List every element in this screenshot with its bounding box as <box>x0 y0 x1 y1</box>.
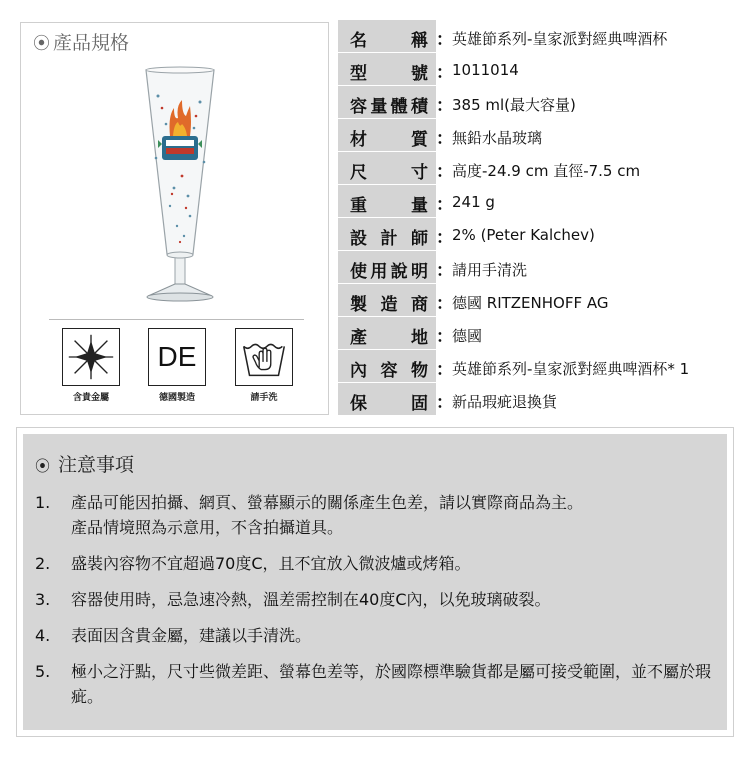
notice-item <box>35 587 715 612</box>
notice-box <box>23 434 727 730</box>
spec-value: 新品瑕疵退換貨 <box>452 393 558 411</box>
spec-row <box>338 218 750 251</box>
notice-item-number: 4. <box>35 626 51 645</box>
spec-label-cell <box>338 218 436 250</box>
spec-row <box>338 251 750 284</box>
spec-label-cell <box>338 350 436 382</box>
spec-table <box>338 20 750 416</box>
spec-colon: ： <box>436 393 453 413</box>
spec-colon: ： <box>436 327 453 347</box>
spec-label-cell <box>338 152 436 184</box>
notice-item-text: 極小之汙點，尺寸些微差距、螢幕色差等，於國際標準驗貨都是屬可接受範圍，並不屬於瑕疵。 <box>71 662 712 706</box>
spec-label: 型 號 <box>350 64 428 84</box>
notice-title-text: 注意事項 <box>58 454 135 476</box>
spec-row <box>338 350 750 383</box>
notice-item <box>35 659 715 709</box>
spec-row <box>338 185 750 218</box>
spec-value: 英雄節系列-皇家派對經典啤酒杯 <box>452 30 668 48</box>
spec-row <box>338 383 750 416</box>
spec-label: 重 量 <box>350 196 428 216</box>
spec-value: 英雄節系列-皇家派對經典啤酒杯* 1 <box>452 360 690 378</box>
spec-label: 產 地 <box>350 328 428 348</box>
spec-label: 名 稱 <box>350 31 428 51</box>
circle-dot-icon: ⦿ <box>35 457 51 475</box>
spec-label: 尺 寸 <box>350 163 428 183</box>
spec-label: 使 用 說 明 <box>350 262 428 282</box>
spec-label: 容 量 體 積 <box>350 97 428 117</box>
spec-colon: ： <box>436 162 453 182</box>
notice-item <box>35 623 715 648</box>
spec-value: 241 g <box>452 193 495 211</box>
notice-item-text: 盛裝內容物不宜超過70度C，且不宜放入微波爐或烤箱。 <box>71 554 471 573</box>
spec-value: 2% (Peter Kalchev) <box>452 226 595 244</box>
notice-item-number: 1. <box>35 493 51 512</box>
spec-value: 高度-24.9 cm 直徑-7.5 cm <box>452 162 641 180</box>
gold-star-caption: 含貴金屬 <box>72 393 109 403</box>
spec-colon: ： <box>436 63 453 83</box>
product-panel-title <box>33 28 129 55</box>
circle-dot-icon: ⦿ <box>33 34 50 54</box>
notice-panel <box>16 427 734 737</box>
notice-item-number: 5. <box>35 662 51 681</box>
spec-label: 材 質 <box>350 130 428 150</box>
spec-label: 保 固 <box>350 394 428 414</box>
spec-colon: ： <box>436 294 453 314</box>
spec-row <box>338 119 750 152</box>
beer-glass-image <box>144 66 216 306</box>
hand-wash-icon <box>235 328 293 386</box>
de-mark-caption: 德國製造 <box>158 393 195 403</box>
spec-colon: ： <box>436 360 453 380</box>
spec-value: 德國 RITZENHOFF AG <box>452 294 609 312</box>
spec-colon: ： <box>436 129 453 149</box>
spec-colon: ： <box>436 261 453 281</box>
spec-value: 無鉛水晶玻璃 <box>452 129 543 147</box>
spec-row <box>338 86 750 119</box>
notice-item-text: 容器使用時，忌急速冷熱，溫差需控制在40度C內，以免玻璃破裂。 <box>71 590 551 609</box>
notice-title <box>35 450 134 477</box>
spec-value: 385 ml(最大容量) <box>452 96 576 114</box>
spec-colon: ： <box>436 96 453 116</box>
notice-item-text: 產品可能因拍攝、網頁、螢幕顯示的關係產生色差，請以實際商品為主。 產品情境照為示意用，不含拍攝道具。 <box>71 493 584 537</box>
spec-colon: ： <box>436 30 453 50</box>
spec-value: 德國 <box>452 327 483 345</box>
de-mark-text: DE <box>157 341 197 372</box>
spec-label: 內 容 物 <box>350 361 428 381</box>
spec-value: 請用手清洗 <box>452 261 528 279</box>
spec-label-cell <box>338 383 436 415</box>
hand-wash-caption: 請手洗 <box>250 393 278 403</box>
spec-colon: ： <box>436 195 453 215</box>
spec-label: 製 造 商 <box>350 295 428 315</box>
spec-label-cell <box>338 53 436 85</box>
spec-label-cell <box>338 251 436 283</box>
spec-colon: ： <box>436 228 453 248</box>
notice-item-number: 3. <box>35 590 51 609</box>
spec-row <box>338 152 750 185</box>
notice-list <box>35 490 715 720</box>
product-image-panel <box>20 22 329 415</box>
spec-row <box>338 20 750 53</box>
icons-divider <box>49 319 304 320</box>
spec-row <box>338 284 750 317</box>
de-mark-icon <box>148 328 206 386</box>
spec-row <box>338 317 750 350</box>
spec-label-cell <box>338 185 436 217</box>
spec-label-cell <box>338 317 436 349</box>
notice-item <box>35 551 715 576</box>
notice-item <box>35 490 715 540</box>
spec-label-cell <box>338 86 436 118</box>
spec-row <box>338 53 750 86</box>
spec-label: 設 計 師 <box>350 229 428 249</box>
spec-label-cell <box>338 119 436 151</box>
notice-item-number: 2. <box>35 554 51 573</box>
product-panel-title-text: 產品規格 <box>53 32 130 54</box>
gold-star-icon <box>62 328 120 386</box>
spec-label-cell <box>338 20 436 52</box>
notice-item-text: 表面因含貴金屬，建議以手清洗。 <box>71 626 312 645</box>
spec-label-cell <box>338 284 436 316</box>
spec-value: 1011014 <box>452 61 519 79</box>
